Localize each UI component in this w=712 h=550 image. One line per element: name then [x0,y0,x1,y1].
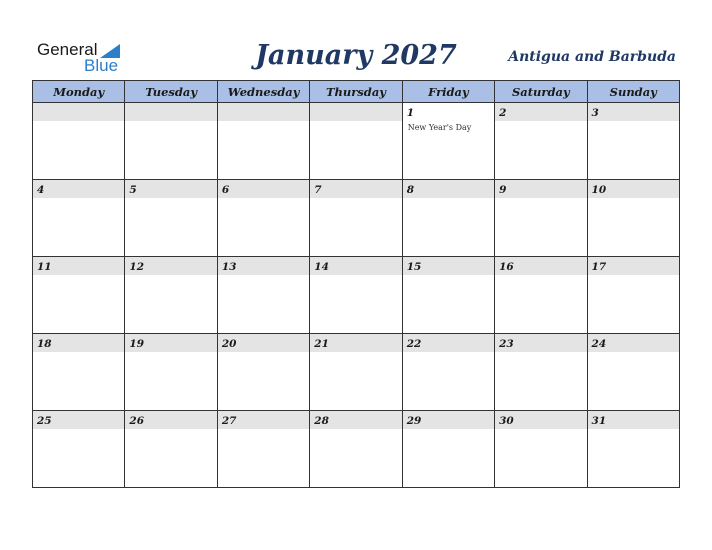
day-cell [33,180,125,257]
day-number: 24 [591,338,607,350]
day-number-bar [33,103,124,121]
day-cell [310,180,402,257]
day-cell [125,180,217,257]
calendar-grid [32,80,680,488]
day-cell [402,411,494,488]
day-cell [587,180,679,257]
day-cell [587,411,679,488]
day-number-bar [125,180,216,198]
day-cell [402,103,494,180]
day-number: 18 [37,338,52,350]
week-row [33,180,680,257]
day-cell [587,257,679,334]
day-number: 28 [314,415,329,427]
day-cell [310,334,402,411]
week-row [33,257,680,334]
day-number-bar [495,334,586,352]
day-number: 4 [37,184,45,196]
day-number [33,103,124,107]
day-number-bar [310,180,401,198]
day-cell [33,334,125,411]
day-number-bar [310,334,401,352]
week-row [33,334,680,411]
holiday-label: New Year's Day [407,123,472,132]
day-cell [402,334,494,411]
day-number-bar [588,180,679,198]
day-number [218,103,309,107]
day-number-bar [588,334,679,352]
day-number-bar [218,103,309,121]
day-cell [125,334,217,411]
day-cell [33,411,125,488]
day-number: 14 [314,261,329,273]
day-cell [33,103,125,180]
day-cell [495,411,587,488]
day-number: 25 [37,415,52,427]
day-number: 10 [591,184,607,196]
day-number: 13 [221,261,237,273]
country-name: Antigua and Barbuda [508,49,676,65]
day-number: 15 [406,261,422,273]
page-title: January 2027 [255,40,457,71]
day-cell [310,257,402,334]
day-cell [125,411,217,488]
day-number-bar [403,180,494,198]
day-cell [495,180,587,257]
day-number-bar [310,411,401,429]
day-number: 21 [314,338,329,350]
day-number: 8 [406,184,414,196]
day-number: 29 [406,415,422,427]
weekday-header-row [33,81,680,103]
day-number-bar [310,103,401,121]
weekday-wednesday: Wednesday [217,81,309,103]
day-cell [495,103,587,180]
day-number: 5 [129,184,137,196]
weekday-tuesday: Tuesday [125,81,217,103]
day-number-bar [588,103,679,121]
day-number-bar [495,257,586,275]
day-number-bar [495,180,586,198]
day-number: 23 [499,338,514,350]
day-number-bar [33,334,124,352]
day-number: 17 [591,261,607,273]
day-number: 2 [499,107,507,119]
day-number [125,103,216,107]
weekday-saturday: Saturday [495,81,587,103]
day-number [310,103,401,107]
day-number-bar [403,257,494,275]
day-number-bar [495,411,586,429]
day-cell [310,411,402,488]
day-number: 27 [221,415,237,427]
day-number-bar [218,257,309,275]
day-number: 16 [499,261,514,273]
weekday-monday: Monday [33,81,125,103]
day-number: 6 [221,184,230,196]
day-cell [217,257,309,334]
day-number: 20 [221,338,237,350]
day-number: 11 [37,261,52,273]
brand-blue-text: Blue [84,56,119,75]
day-number-bar [33,180,124,198]
day-number-bar [125,334,216,352]
day-number: 7 [314,184,322,196]
day-number-bar [218,180,309,198]
weekday-sunday: Sunday [587,81,679,103]
day-cell [217,334,309,411]
day-cell [125,257,217,334]
day-number: 3 [591,107,599,119]
day-cell [125,103,217,180]
day-number-bar [218,334,309,352]
weekday-friday: Friday [402,81,494,103]
day-number-bar [403,334,494,352]
day-number-bar [125,257,216,275]
day-number-bar [588,411,679,429]
day-number-bar [218,411,309,429]
day-number-bar [125,411,216,429]
day-number: 9 [499,184,507,196]
day-cell [587,103,679,180]
weekday-thursday: Thursday [310,81,402,103]
day-cell [310,103,402,180]
day-number-bar [403,103,494,121]
day-cell [402,257,494,334]
day-number: 31 [591,415,607,427]
day-cell [587,334,679,411]
day-number-bar [125,103,216,121]
day-cell [495,257,587,334]
day-cell [217,180,309,257]
day-number: 22 [406,338,422,350]
day-number-bar [310,257,401,275]
day-cell [402,180,494,257]
day-number: 12 [129,261,145,273]
day-number-bar [33,257,124,275]
day-number-bar [33,411,124,429]
day-number-bar [495,103,586,121]
day-number-bar [403,411,494,429]
day-cell [217,103,309,180]
day-number: 1 [406,107,414,119]
day-cell [217,411,309,488]
brand-general-text: General [37,40,98,59]
week-row [33,411,680,488]
brand-logo [37,40,137,74]
day-cell [33,257,125,334]
day-number-bar [588,257,679,275]
week-row [33,103,680,180]
calendar-body [33,103,680,488]
day-cell [495,334,587,411]
day-number: 19 [129,338,145,350]
day-number: 30 [499,415,514,427]
day-number: 26 [129,415,145,427]
